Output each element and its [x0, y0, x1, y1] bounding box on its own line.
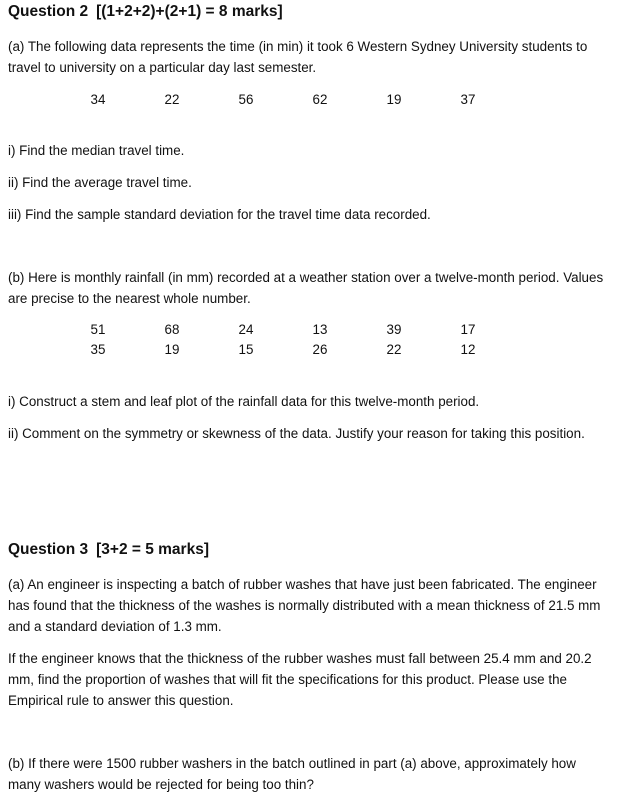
question-3-title: Question 3 [8, 541, 89, 558]
rainfall-value: 22 [386, 342, 402, 357]
rainfall-value: 24 [238, 322, 254, 337]
question-2-marks: [(1+2+2)+(2+1) = 8 marks] [96, 3, 283, 20]
rainfall-value: 19 [164, 342, 180, 357]
q2a-question-iii: iii) Find the sample standard deviation for the travel time data recorded. [8, 207, 431, 222]
rainfall-value: 15 [238, 342, 254, 357]
question-3-heading [8, 541, 209, 559]
rainfall-value: 39 [386, 322, 402, 337]
rainfall-value: 35 [90, 342, 106, 357]
question-2-heading [8, 3, 283, 21]
data-value: 34 [90, 92, 106, 107]
q2b-question-ii: ii) Comment on the symmetry or skewness of the data. Justify your reason for taking this position. [8, 426, 585, 441]
q2a-question-i: i) Find the median travel time. [8, 143, 185, 158]
data-value: 19 [386, 92, 402, 107]
q3a-paragraph-2: If the engineer knows that the thickness of the rubber washes must fall between 25.4 mm and 20.2 mm, find the proportion of washes that will fit the specifications for this product. Please use the Empirical rule to answer this question. [8, 651, 592, 708]
rainfall-value: 17 [460, 322, 476, 337]
rainfall-value: 12 [460, 342, 476, 357]
q3a-paragraph-1: (a) An engineer is inspecting a batch of rubber washes that have just been fabricated. The engineer has found that the thickness of the washes is normally distributed with a mean thickness of 21.5 mm and a standard deviation of 1.3 mm. [8, 577, 601, 634]
rainfall-value: 68 [164, 322, 180, 337]
rainfall-value: 26 [312, 342, 328, 357]
q3b-paragraph: (b) If there were 1500 rubber washers in the batch outlined in part (a) above, approximately how many washers would be rejected for being too thin? [8, 756, 576, 792]
data-value: 22 [164, 92, 180, 107]
data-value: 37 [460, 92, 476, 107]
q2b-intro: (b) Here is monthly rainfall (in mm) recorded at a weather station over a twelve-month period. Values are precise to the nearest whole number. [8, 270, 604, 306]
data-value: 56 [238, 92, 254, 107]
data-value: 62 [312, 92, 328, 107]
rainfall-value: 13 [312, 322, 328, 337]
q2a-intro: (a) The following data represents the time (in min) it took 6 Western Sydney University students to travel to university on a particular day last semester. [8, 39, 588, 75]
q2a-question-ii: ii) Find the average travel time. [8, 175, 192, 190]
question-3-marks: [3+2 = 5 marks] [96, 541, 209, 558]
question-2-title: Question 2 [8, 3, 89, 20]
q2b-question-i: i) Construct a stem and leaf plot of the rainfall data for this twelve-month period. [8, 394, 480, 409]
rainfall-value: 51 [90, 322, 106, 337]
